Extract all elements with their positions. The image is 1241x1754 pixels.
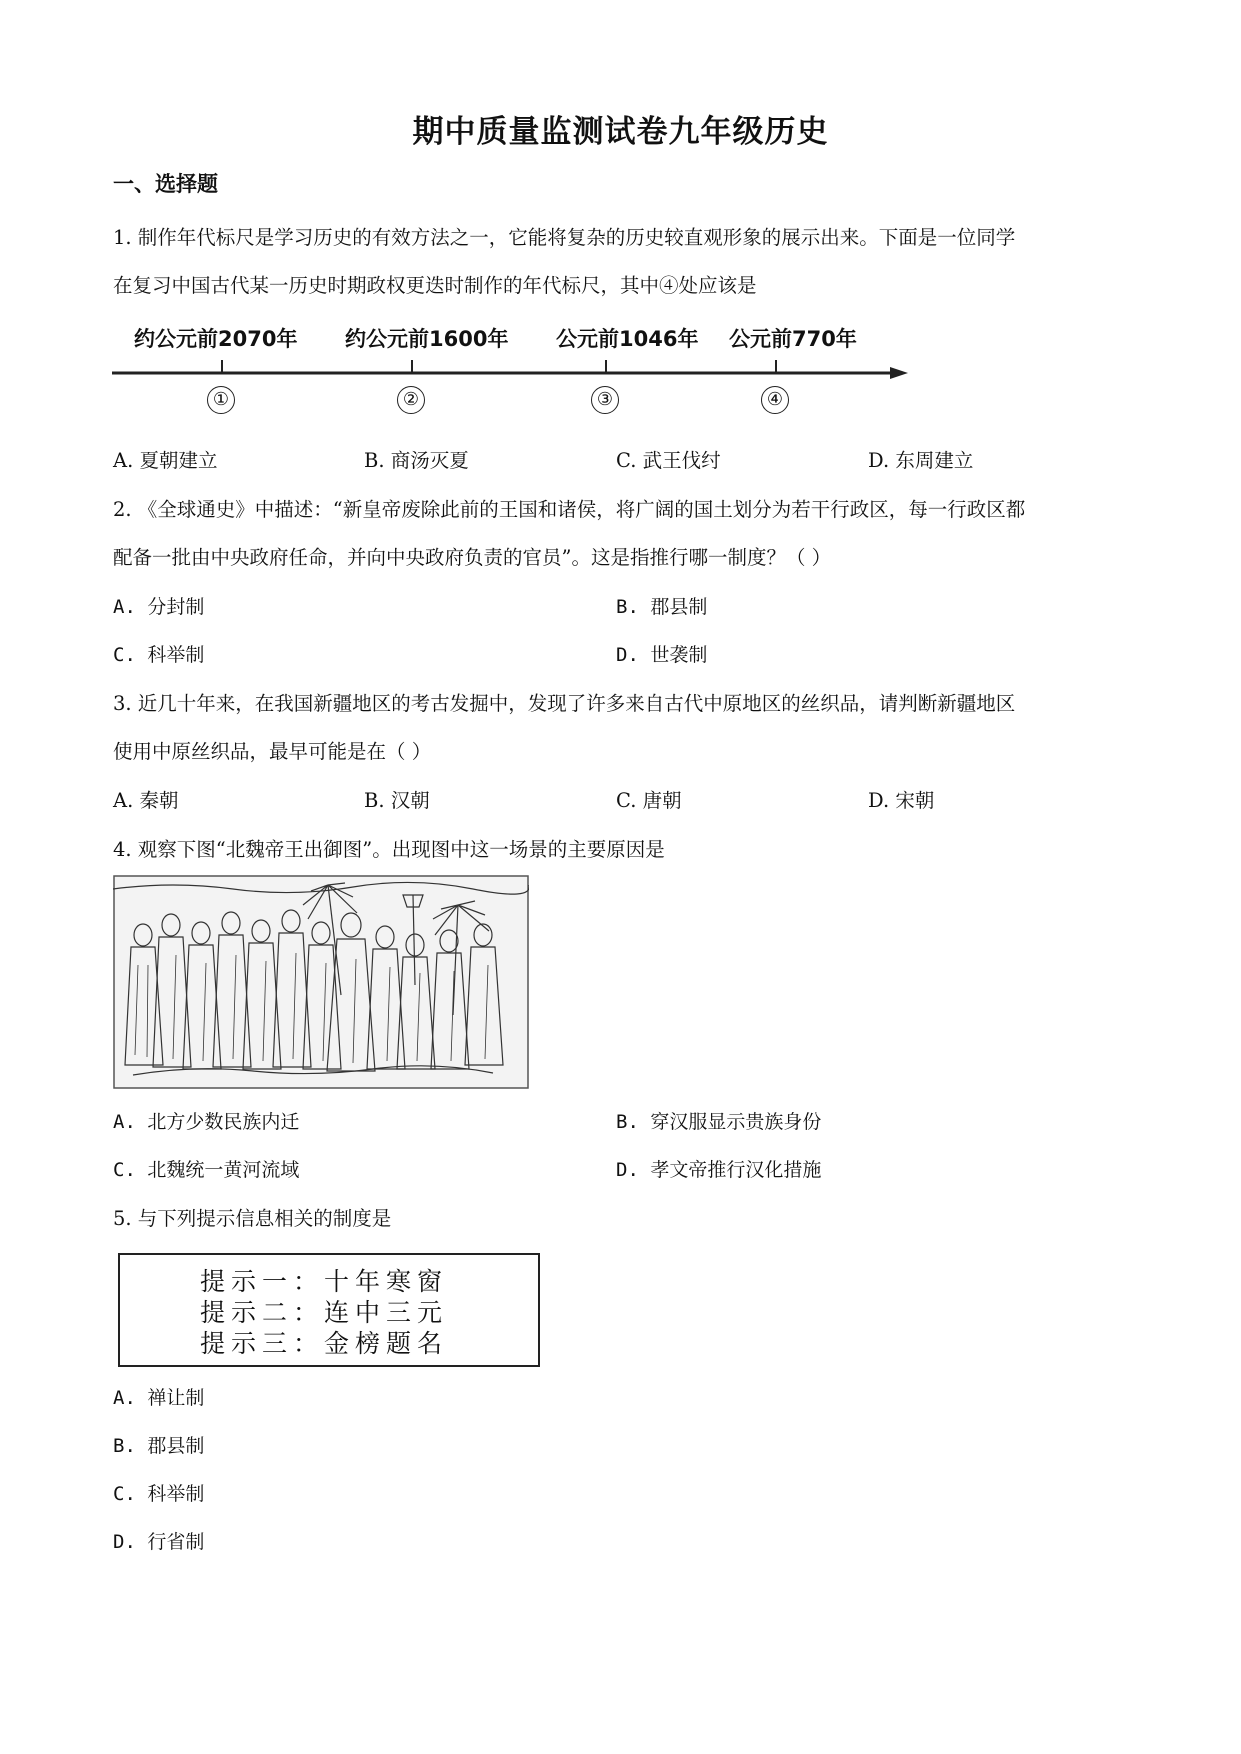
hint-2: 提示二：连中三元 (200, 1298, 449, 1327)
timeline-label-2: 约公元前1600年 (345, 327, 509, 351)
northern-wei-procession-illustration (113, 875, 529, 1089)
q1-line-2: 在复习中国古代某一历史时期政权更迭时制作的年代标尺，其中④处应该是 (113, 274, 757, 297)
q2-line-1: 2. 《全球通史》中描述：“新皇帝废除此前的王国和诸侯，将广阔的国土划分为若干行政区，每一行政区都 (113, 498, 1026, 521)
q5-option-a[interactable]: A. 禅让制 (113, 1387, 205, 1409)
q3-option-b[interactable]: B. 汉朝 (364, 789, 430, 812)
q2-option-a[interactable]: A. 分封制 (113, 596, 205, 618)
q4-option-b[interactable]: B. 穿汉服显示贵族身份 (616, 1111, 822, 1133)
timeline-label-3: 公元前1046年 (556, 327, 699, 351)
q2-option-c[interactable]: C. 科举制 (113, 644, 205, 666)
q4-option-c[interactable]: C. 北魏统一黄河流域 (113, 1159, 300, 1181)
page-title: 期中质量监测试卷九年级历史 (412, 114, 829, 150)
q2-option-d[interactable]: D. 世袭制 (616, 644, 708, 666)
q4-option-d[interactable]: D. 孝文帝推行汉化措施 (616, 1159, 822, 1181)
q5-line-1: 5. 与下列提示信息相关的制度是 (113, 1207, 392, 1230)
q3-option-d[interactable]: D. 宋朝 (868, 789, 935, 812)
q1-option-a[interactable]: A. 夏朝建立 (113, 449, 218, 472)
hint-1: 提示一：十年寒窗 (200, 1267, 449, 1296)
hint-3: 提示三：金榜题名 (200, 1329, 449, 1358)
q2-option-b[interactable]: B. 郡县制 (616, 596, 708, 618)
q1-option-d[interactable]: D. 东周建立 (868, 449, 974, 472)
q3-line-1: 3. 近几十年来，在我国新疆地区的考古发掘中，发现了许多来自古代中原地区的丝织品，请判断新疆地区 (113, 692, 1016, 715)
q1-option-c[interactable]: C. 武王伐纣 (616, 449, 721, 472)
q5-option-c[interactable]: C. 科举制 (113, 1483, 205, 1505)
timeline-mark-2: ② (397, 386, 425, 414)
timeline-mark-1: ① (207, 386, 235, 414)
q5-option-d[interactable]: D. 行省制 (113, 1531, 205, 1553)
timeline-label-1: 约公元前2070年 (134, 327, 298, 351)
q3-option-a[interactable]: A. 秦朝 (113, 789, 179, 812)
q4-option-a[interactable]: A. 北方少数民族内迁 (113, 1111, 300, 1133)
timeline-mark-3: ③ (591, 386, 619, 414)
q3-option-c[interactable]: C. 唐朝 (616, 789, 682, 812)
q4-line-1: 4. 观察下图“北魏帝王出御图”。出现图中这一场景的主要原因是 (113, 838, 665, 861)
q5-option-b[interactable]: B. 郡县制 (113, 1435, 205, 1457)
q1-line-1: 1. 制作年代标尺是学习历史的有效方法之一，它能将复杂的历史较直观形象的展示出来。下面是一位同学 (113, 226, 1016, 249)
timeline-mark-4: ④ (761, 386, 789, 414)
q1-option-b[interactable]: B. 商汤灭夏 (364, 449, 469, 472)
q3-line-2: 使用中原丝织品，最早可能是在（ ） (113, 740, 432, 763)
q2-line-2: 配备一批由中央政府任命，并向中央政府负责的官员”。这是指推行哪一制度？（ ） (113, 546, 832, 569)
timeline-axis (110, 360, 910, 380)
timeline-label-4: 公元前770年 (729, 327, 857, 351)
section-heading: 一、选择题 (113, 172, 218, 196)
